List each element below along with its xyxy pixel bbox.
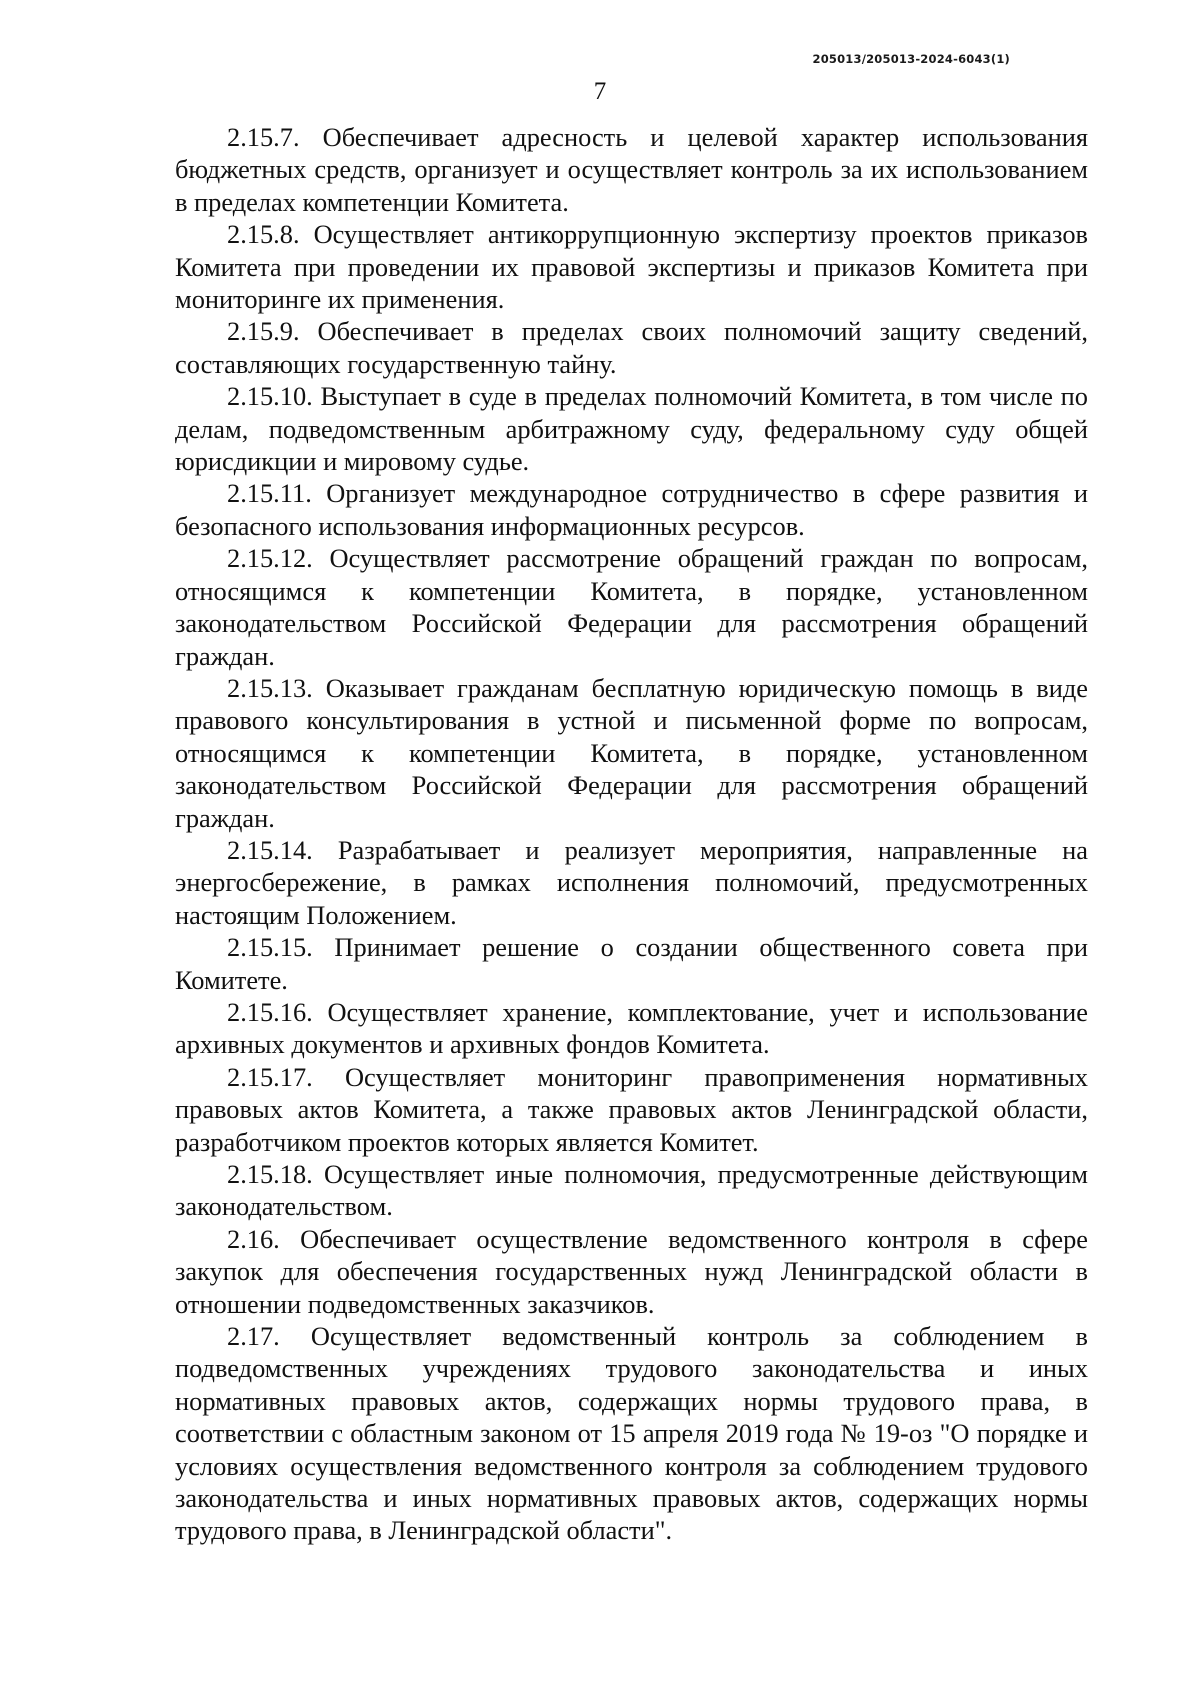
- paragraph-2-17: 2.17. Осуществляет ведомственный контроль за соблюдением в подведомственных учреждениях трудового законодательства и иных нормативных правовых актов, содержащих нормы трудового права, в соответствии с областным законом от 15 апреля 2019 года № 19-оз "О порядке и условиях осуществления ведомственного контроля за соблюдением трудового законодательства и иных нормативных правовых актов, содержащих нормы трудового права, в Ленинградской области".: [175, 1321, 1088, 1546]
- paragraph-2-15-13: 2.15.13. Оказывает гражданам бесплатную юридическую помощь в виде правового консультирования в устной и письменной форме по вопросам, относящимся к компетенции Комитета, в порядке, установленном законодательством Российской Федерации для рассмотрения обращений граждан.: [175, 672, 1088, 833]
- page-number: 7: [593, 78, 607, 105]
- paragraph-2-15-7: 2.15.7. Обеспечивает адресность и целевой характер использования бюджетных средств, организует и осуществляет контроль за их использованием в пределах компетенции Комитета.: [175, 122, 1088, 217]
- document-id: 205013/205013-2024-6043(1): [812, 52, 1010, 66]
- paragraph-2-15-15: 2.15.15. Принимает решение о создании общественного совета при Комитете.: [175, 932, 1088, 995]
- paragraph-2-15-10: 2.15.10. Выступает в суде в пределах полномочий Комитета, в том числе по делам, подведомственным арбитражному суду, федеральному суду общей юрисдикции и мировому судье.: [175, 381, 1088, 477]
- paragraph-2-15-12: 2.15.12. Осуществляет рассмотрение обращений граждан по вопросам, относящимся к компетенции Комитета, в порядке, установленном законодательством Российской Федерации для рассмотрения обращений граждан.: [175, 543, 1088, 671]
- paragraph-2-15-9: 2.15.9. Обеспечивает в пределах своих полномочий защиту сведений, составляющих государственную тайну.: [175, 316, 1088, 379]
- document-body: [175, 121, 1088, 1547]
- paragraph-2-15-17: 2.15.17. Осуществляет мониторинг правоприменения нормативных правовых актов Комитета, а также правовых актов Ленинградской области, разработчиком проектов которых является Комитет.: [175, 1061, 1088, 1157]
- paragraph-2-15-18: 2.15.18. Осуществляет иные полномочия, предусмотренные действующим законодательством.: [175, 1159, 1088, 1222]
- paragraph-2-16: 2.16. Обеспечивает осуществление ведомственного контроля в сфере закупок для обеспечения государственных нужд Ленинградской области в отношении подведомственных заказчиков.: [175, 1223, 1088, 1319]
- paragraph-2-15-8: 2.15.8. Осуществляет антикоррупционную экспертизу проектов приказов Комитета при проведении их правовой экспертизы и приказов Комитета при мониторинге их применения.: [175, 219, 1088, 315]
- paragraph-2-15-14: 2.15.14. Разрабатывает и реализует мероприятия, направленные на энергосбережение, в рамках исполнения полномочий, предусмотренных настоящим Положением.: [175, 834, 1088, 930]
- paragraph-2-15-16: 2.15.16. Осуществляет хранение, комплектование, учет и использование архивных документов и архивных фондов Комитета.: [175, 996, 1088, 1060]
- paragraph-2-15-11: 2.15.11. Организует международное сотрудничество в сфере развития и безопасного использования информационных ресурсов.: [175, 478, 1088, 541]
